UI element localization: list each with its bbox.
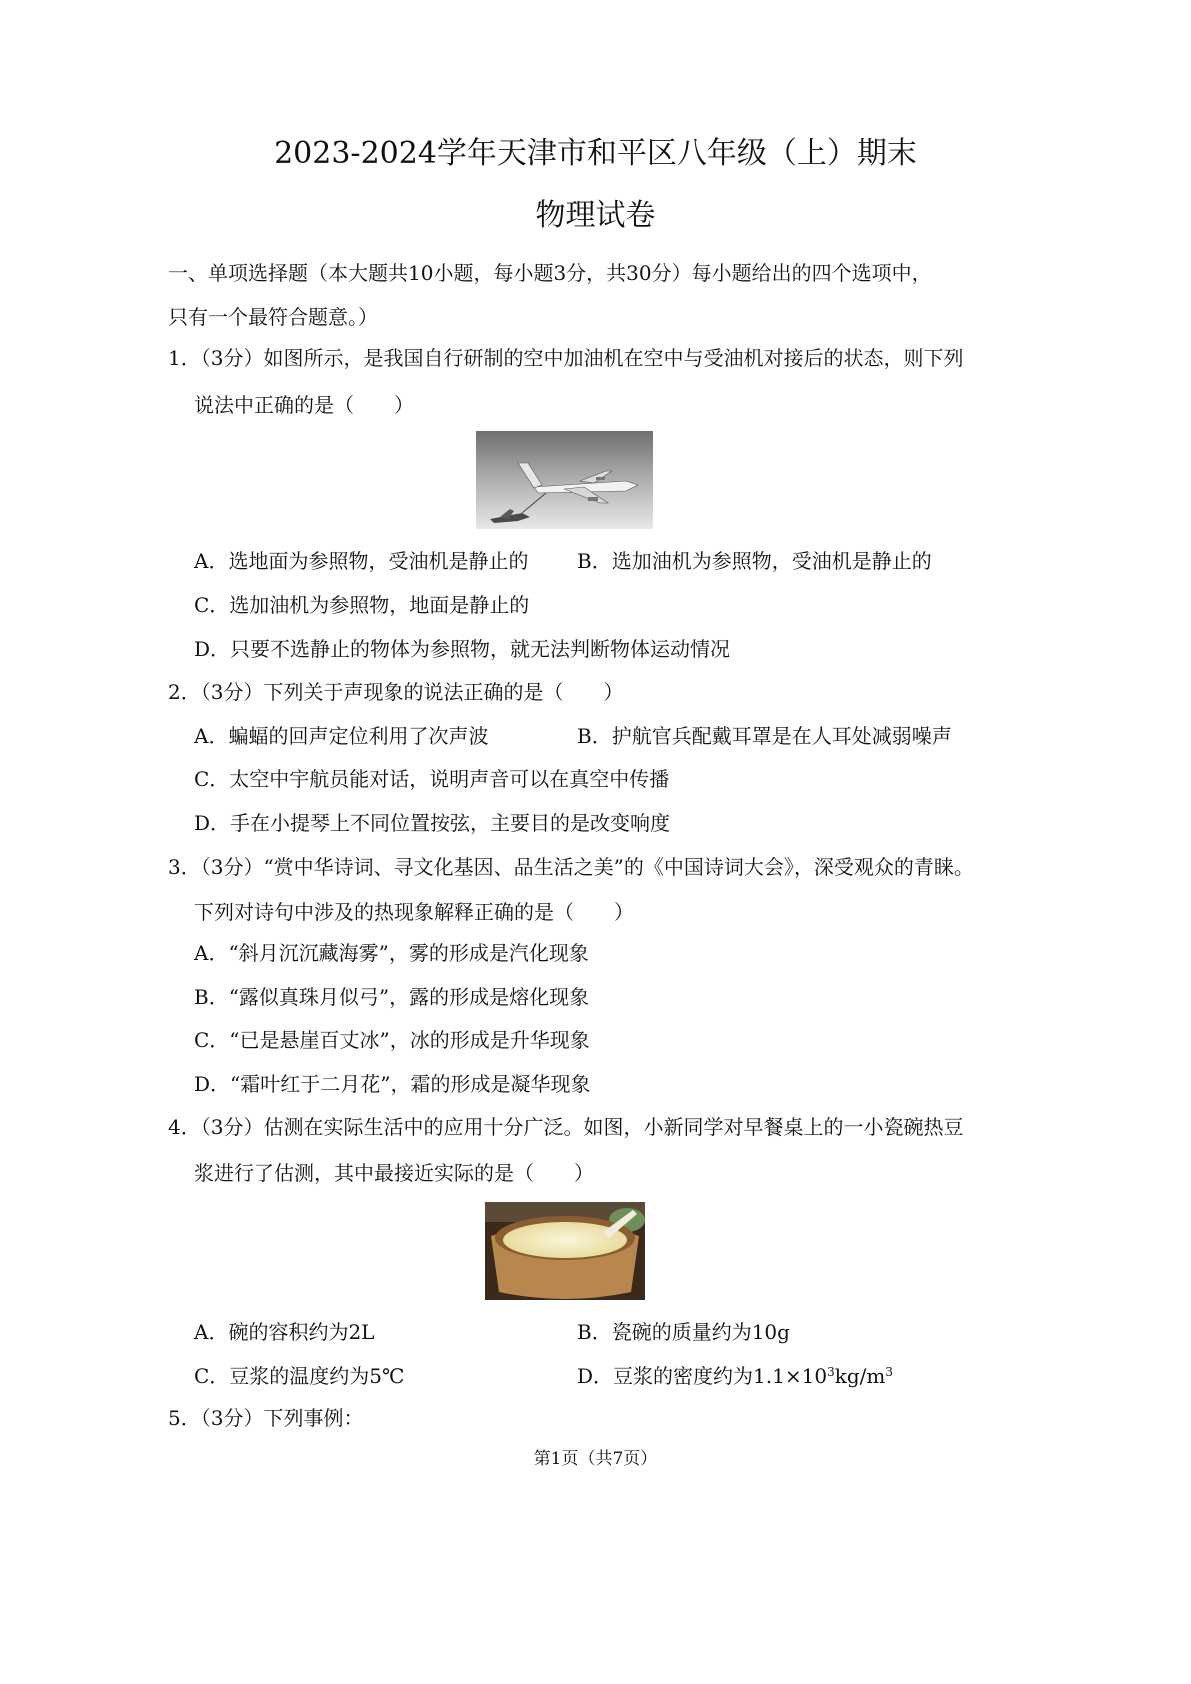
question-stem-cont: 浆进行了估测，其中最接近实际的是（ ） [194,1161,594,1185]
section-heading: 一、单项选择题（本大题共10小题，每小题3分，共30分）每小题给出的四个选项中， [168,261,932,285]
question-stem-cont: 下列对诗句中涉及的热现象解释正确的是（ ） [194,900,634,924]
option-a[interactable]: A．选地面为参照物，受油机是静止的 [194,549,529,573]
option-c[interactable]: C．“已是悬崖百丈冰”，冰的形成是升华现象 [194,1028,590,1052]
option-d[interactable]: D．只要不选静止的物体为参照物，就无法判断物体运动情况 [194,637,731,661]
option-c[interactable]: C．太空中宇航员能对话，说明声音可以在真空中传播 [194,767,670,791]
option-b[interactable]: B．选加油机为参照物，受油机是静止的 [577,549,932,573]
option-b[interactable]: B．瓷碗的质量约为10g [577,1320,790,1344]
exponent: 3 [885,1365,893,1379]
option-b[interactable]: B．“露似真珠月似弓”，露的形成是熔化现象 [194,985,590,1009]
option-a[interactable]: A．碗的容积约为2L [194,1320,375,1344]
question-stem: 3．（3分）“赏中华诗词、寻文化基因、品生活之美”的《中国诗词大会》，深受观众的青睐。 [168,855,974,879]
question-stem: 4．（3分）估测在实际生活中的应用十分广泛。如图，小新同学对早餐桌上的一小瓷碗热豆 [168,1115,964,1139]
unit-text: kg/m [834,1364,886,1388]
question-stem-cont: 说法中正确的是（ ） [194,393,414,417]
page-subtitle: 物理试卷 [535,198,656,233]
option-c[interactable]: C．豆浆的温度约为5℃ [194,1364,405,1388]
page-number: 第1页（共7页） [533,1449,658,1469]
aircraft-refueling-image-svg [476,431,653,529]
option-c[interactable]: C．选加油机为参照物，地面是静止的 [194,593,530,617]
option-d[interactable] [577,1366,893,1386]
aircraft-refueling-image [476,431,653,529]
option-a[interactable]: A．蝙蝠的回声定位利用了次声波 [194,724,489,748]
page-title: 2023-2024学年天津市和平区八年级（上）期末 [274,136,917,171]
soy-milk-bowl-image [485,1202,645,1300]
option-d-text: D．豆浆的密度约为1.1×10 [577,1364,828,1388]
option-d[interactable]: D．手在小提琴上不同位置按弦，主要目的是改变响度 [194,811,671,835]
question-stem: 2．（3分）下列关于声现象的说法正确的是（ ） [168,680,624,704]
option-a[interactable]: A．“斜月沉沉藏海雾”，雾的形成是汽化现象 [194,941,589,965]
exponent: 3 [827,1365,835,1379]
question-stem: 5．（3分）下列事例： [168,1406,364,1430]
section-heading-cont: 只有一个最符合题意。） [168,305,378,329]
soy-milk-bowl-image-svg [485,1202,645,1300]
option-d[interactable]: D．“霜叶红于二月花”，霜的形成是凝华现象 [194,1072,591,1096]
option-b[interactable]: B．护航官兵配戴耳罩是在人耳处减弱噪声 [577,724,952,748]
question-stem: 1．（3分）如图所示，是我国自行研制的空中加油机在空中与受油机对接后的状态，则下列 [168,346,964,370]
